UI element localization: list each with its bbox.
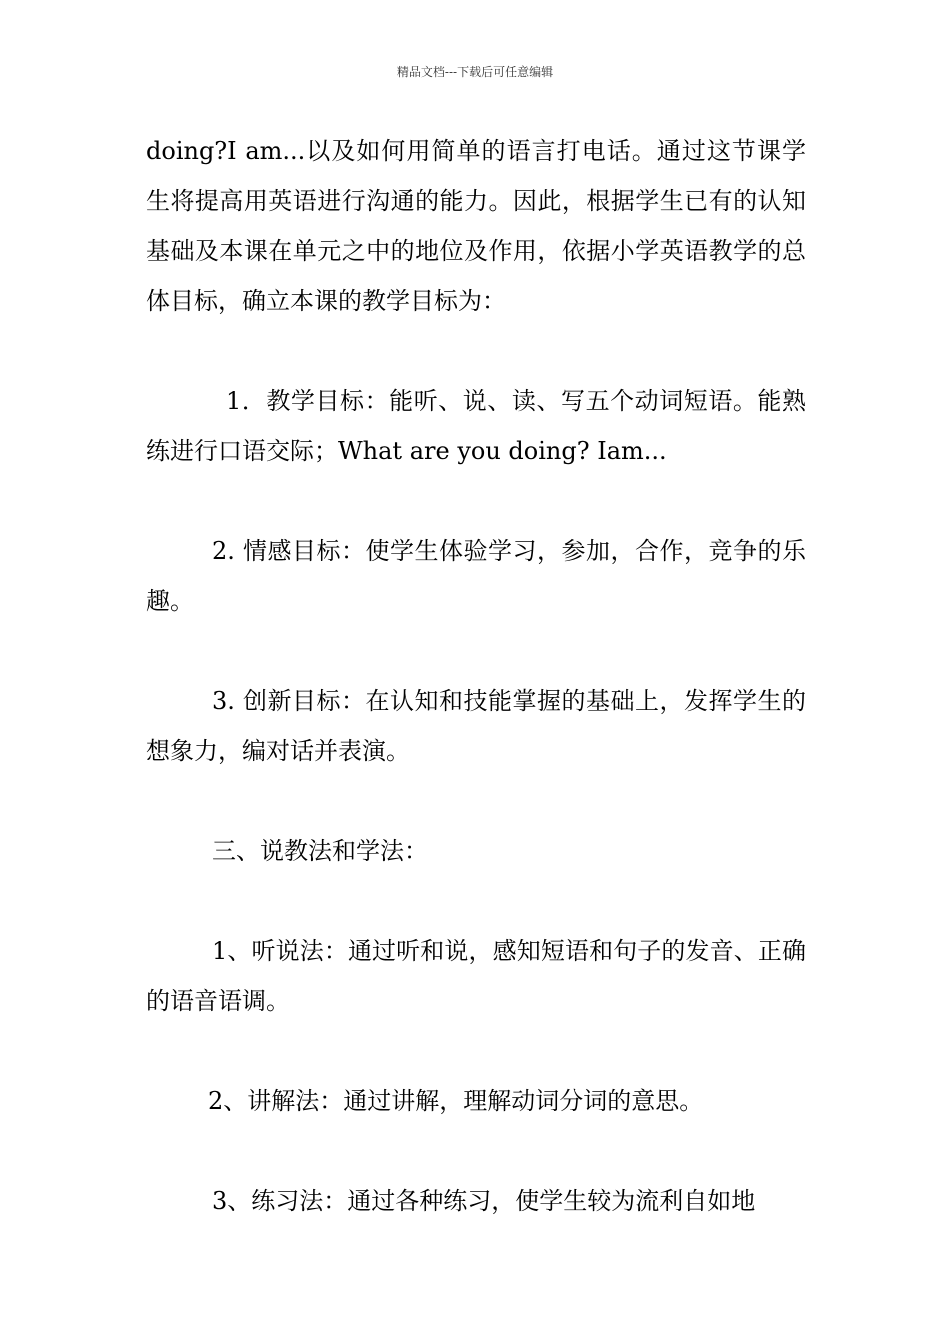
paragraph-intro: doing?I am...以及如何用简单的语言打电话。通过这节课学生将提高用英语进行沟通的能力。因此，根据学生已有的认知基础及本课在单元之中的地位及作用，依据小学英语教学的总体目标，确立本课的教学目标为： <box>146 137 806 315</box>
paragraph-listen-speak-method: 1、听说法：通过听和说，感知短语和句子的发音、正确的语音语调。 <box>146 937 806 1015</box>
paragraph-teaching-goal: 1．教学目标：能听、说、读、写五个动词短语。能熟练进行口语交际；What are you doing? Iam... <box>146 387 806 465</box>
section-heading-methods: 三、说教法和学法： <box>212 837 428 865</box>
paragraph-explain-method: 2、讲解法：通过讲解，理解动词分词的意思。 <box>208 1087 704 1115</box>
paragraph-innovation-goal: 3. 创新目标：在认知和技能掌握的基础上，发挥学生的想象力，编对话并表演。 <box>146 687 806 765</box>
document-body <box>146 126 806 1276</box>
paragraph-emotion-goal: 2. 情感目标：使学生体验学习，参加，合作，竞争的乐趣。 <box>146 537 806 615</box>
paragraph-practice-method: 3、练习法：通过各种练习，使学生较为流利自如地 <box>212 1187 756 1215</box>
page-header: 精品文档---下载后可任意编辑 <box>396 65 554 79</box>
